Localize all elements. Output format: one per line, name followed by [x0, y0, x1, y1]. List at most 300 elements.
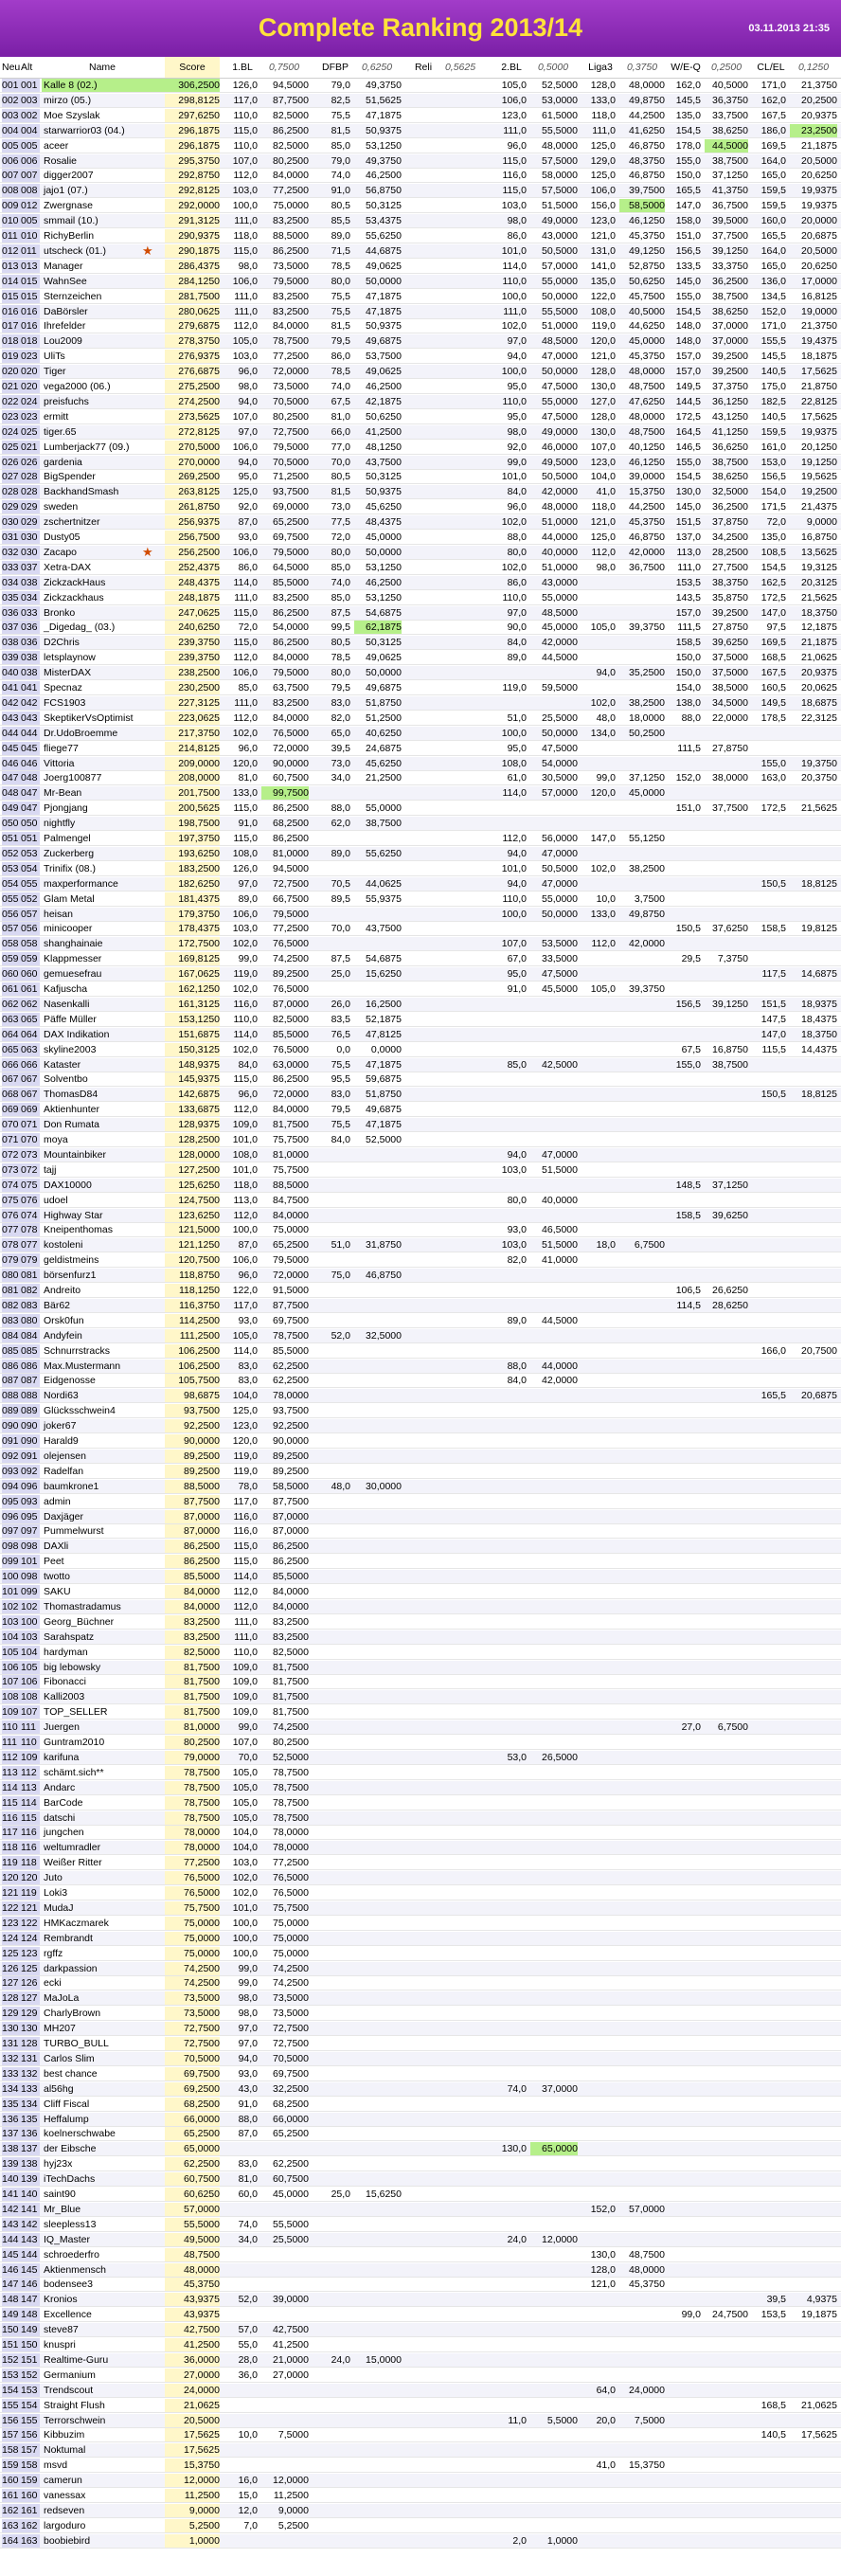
table-row	[0, 2052, 841, 2066]
cell-weqs: 39,1250	[712, 998, 748, 1010]
cell-name: steve87	[44, 2324, 79, 2336]
cell-clel: 178,5	[760, 712, 786, 724]
cell-bl1: 119,0	[233, 968, 258, 981]
cell-weq: 153,5	[675, 576, 701, 588]
cell-bl1s: 72,0000	[273, 1270, 309, 1282]
cell-dfbp: 89,5	[331, 892, 350, 905]
cell-clel	[752, 2248, 786, 2261]
cell-neu: 077	[2, 1223, 21, 1236]
cell-dfbps: 55,6250	[366, 847, 402, 859]
cell-weqs	[705, 1360, 748, 1373]
cell-score: 142,6875	[165, 1088, 220, 1101]
cell-dfbp	[316, 1781, 350, 1794]
cell-name: Germanium	[44, 2369, 96, 2381]
cell-weqs: 36,6250	[712, 441, 748, 453]
cell-name: admin	[44, 1495, 71, 1507]
cell-liga3	[582, 1932, 616, 1945]
cell-weq	[667, 2172, 701, 2186]
cell-clel	[752, 2519, 786, 2532]
cell-bl2s	[530, 2443, 578, 2457]
cell-clel	[752, 1661, 786, 1674]
cell-weqs: 37,0000	[712, 335, 748, 348]
cell-alt: 071	[21, 1118, 40, 1131]
cell-bl1s: 70,5000	[273, 456, 309, 468]
cell-bl1: 122,0	[232, 1285, 258, 1296]
cell-score: 42,7500	[165, 2323, 220, 2336]
cell-alt: 125	[21, 1962, 40, 1975]
cell-score: 263,8125	[165, 485, 220, 498]
cell-dfbp	[316, 2293, 350, 2306]
cell-dfbps	[354, 1404, 402, 1417]
cell-clels	[790, 1103, 837, 1116]
cell-name: MudaJ	[44, 1901, 74, 1914]
cell-dfbps	[354, 1661, 402, 1674]
cell-liga3s: 49,1250	[629, 244, 665, 257]
table-row	[0, 2098, 841, 2112]
cell-clels	[790, 2323, 837, 2336]
cell-weq	[667, 1495, 701, 1508]
cell-liga3s	[619, 2443, 665, 2457]
cell-dfbp: 67,5	[331, 395, 350, 407]
cell-dfbp: 39,5	[331, 742, 350, 754]
cell-dfbps	[354, 2428, 402, 2441]
cell-dfbps	[354, 2489, 402, 2502]
cell-weq	[667, 817, 701, 830]
cell-bl2s: 45,0000	[542, 621, 578, 634]
cell-bl1: 102,0	[232, 938, 258, 950]
table-row	[0, 2248, 841, 2262]
cell-bl2: 95,0	[507, 410, 527, 423]
cell-dfbps: 49,3750	[366, 154, 402, 167]
cell-clel	[752, 908, 786, 921]
cell-dfbps: 48,4375	[366, 516, 402, 529]
cell-bl2	[492, 666, 527, 679]
cell-bl2: 102,0	[501, 320, 527, 333]
cell-liga3s	[619, 2113, 665, 2126]
cell-neu: 125	[2, 1947, 21, 1960]
cell-clels: 19,5625	[801, 471, 837, 483]
cell-liga3	[582, 1148, 616, 1162]
cell-weqs	[705, 2338, 748, 2351]
cell-clels	[790, 2022, 837, 2035]
cell-liga3	[582, 2308, 616, 2321]
cell-weq: 67,5	[681, 1043, 701, 1055]
cell-dfbps: 16,2500	[366, 998, 402, 1010]
cell-bl2: 112,0	[502, 833, 527, 844]
cell-bl2s	[530, 922, 578, 935]
cell-liga3: 105,0	[590, 621, 616, 634]
cell-bl2s	[530, 1675, 578, 1688]
cell-neu: 034	[2, 576, 21, 589]
cell-dfbp: 25,0	[331, 2189, 350, 2200]
cell-clels	[790, 2384, 837, 2397]
table-row	[0, 1253, 841, 1268]
cell-bl2s: 57,5000	[542, 185, 578, 197]
cell-name: hardyman	[44, 1646, 88, 1658]
cell-dfbp	[316, 2428, 350, 2441]
cell-clel	[752, 1796, 786, 1810]
cell-neu: 119	[2, 1856, 21, 1869]
cell-clel: 171,0	[760, 320, 786, 333]
cell-weqs	[705, 1841, 748, 1854]
cell-score: 92,2500	[165, 1419, 220, 1432]
cell-clel	[752, 1404, 786, 1417]
cell-weqs	[705, 1932, 748, 1945]
cell-weqs	[705, 1269, 748, 1282]
cell-bl2: 80,0	[507, 546, 527, 558]
cell-bl1s: 74,2500	[273, 1962, 309, 1974]
cell-weq: 162,0	[675, 80, 701, 91]
cell-weqs	[705, 1796, 748, 1810]
cell-name: kostoleni	[44, 1239, 83, 1252]
cell-name: starwarrior03 (04.)	[44, 124, 125, 136]
cell-liga3	[582, 922, 616, 935]
table-row	[0, 1103, 841, 1117]
cell-bl2s	[530, 1962, 578, 1975]
cell-neu: 111	[2, 1736, 21, 1749]
cell-liga3: 18,0	[596, 1239, 616, 1252]
cell-clel: 158,5	[760, 923, 786, 935]
cell-score: 269,2500	[165, 470, 220, 483]
cell-liga3s: 41,6250	[629, 124, 665, 136]
cell-clels	[790, 2443, 837, 2457]
cell-alt: 041	[21, 681, 40, 694]
cell-name: baumkrone1	[44, 1480, 99, 1492]
cell-liga3s	[619, 1615, 665, 1629]
cell-bl2s	[530, 1013, 578, 1026]
cell-clel	[752, 1524, 786, 1538]
cell-score: 193,6250	[165, 847, 220, 860]
table-row	[0, 2278, 841, 2292]
cell-bl2s: 49,5000	[542, 456, 578, 468]
cell-name: Thomastradamus	[44, 1600, 121, 1612]
cell-dfbp	[316, 1675, 350, 1688]
cell-bl1s	[261, 2399, 309, 2412]
cell-name: Terrorschwein	[44, 2414, 106, 2426]
cell-bl1: 102,0	[232, 1043, 258, 1055]
cell-clel: 115,5	[761, 1043, 786, 1055]
cell-weqs: 37,7500	[712, 230, 748, 242]
cell-dfbps: 54,6875	[366, 953, 402, 965]
cell-liga3	[582, 1299, 616, 1312]
cell-clel	[752, 1646, 786, 1659]
cell-bl2s	[530, 2369, 578, 2382]
cell-score: 172,7500	[165, 937, 220, 950]
cell-liga3	[582, 1871, 616, 1884]
cell-dfbp	[316, 1510, 350, 1523]
cell-liga3: 133,0	[590, 94, 616, 106]
cell-clel	[752, 1751, 786, 1764]
cell-neu: 138	[2, 2142, 21, 2155]
cell-weqs	[705, 2459, 748, 2472]
cell-bl2s: 51,0000	[542, 320, 578, 333]
cell-bl1s: 68,2500	[273, 818, 309, 830]
cell-dfbp: 79,0	[331, 154, 350, 167]
cell-clel	[752, 2188, 786, 2201]
cell-bl1s: 94,5000	[273, 80, 309, 91]
table-row	[0, 1118, 841, 1132]
cell-weq	[667, 2248, 701, 2261]
cell-dfbps	[354, 2233, 402, 2246]
cell-clel	[752, 2233, 786, 2246]
cell-bl2s	[530, 1720, 578, 1734]
cell-liga3s	[619, 1404, 665, 1417]
cell-score: 27,0000	[165, 2369, 220, 2382]
cell-dfbp	[316, 1253, 350, 1267]
cell-weqs: 36,7500	[712, 200, 748, 212]
cell-name: SAKU	[44, 1586, 71, 1597]
table-row	[0, 2323, 841, 2337]
cell-bl1: 87,0	[238, 516, 258, 529]
cell-bl2: 97,0	[507, 335, 527, 348]
table-row	[0, 2218, 841, 2232]
cell-name: moya	[44, 1134, 68, 1145]
cell-bl2s	[530, 2172, 578, 2186]
cell-bl2: 94,0	[507, 1148, 527, 1161]
cell-score: 292,8750	[165, 169, 220, 182]
cell-bl1: 102,0	[232, 1872, 258, 1884]
cell-clels: 18,6875	[801, 696, 837, 709]
ranking-banner	[0, 0, 841, 57]
cell-liga3s	[619, 1465, 665, 1478]
cell-clel: 153,0	[760, 456, 786, 468]
cell-weq: 133,5	[675, 260, 701, 272]
cell-clels: 20,0000	[801, 215, 837, 227]
cell-bl1s: 81,0000	[273, 1148, 309, 1161]
cell-bl1: 34,0	[238, 2233, 258, 2245]
cell-liga3s: 44,2500	[629, 109, 665, 121]
table-row	[0, 2443, 841, 2458]
cell-clels: 21,3750	[801, 320, 837, 333]
cell-clels	[790, 2414, 837, 2427]
cell-bl2	[492, 1329, 527, 1342]
cell-clel	[752, 1238, 786, 1252]
cell-dfbps	[354, 2127, 402, 2140]
cell-bl1s: 76,5000	[273, 1043, 309, 1055]
cell-neu: 097	[2, 1524, 21, 1538]
cell-weq: 151,0	[675, 230, 701, 242]
cell-liga3s	[619, 1133, 665, 1146]
cell-dfbp	[316, 2037, 350, 2050]
cell-weq	[667, 1947, 701, 1960]
cell-bl1: 102,0	[232, 983, 258, 995]
cell-liga3	[582, 1480, 616, 1493]
cell-bl2	[492, 2127, 527, 2140]
cell-clels	[790, 2157, 837, 2171]
cell-weqs	[705, 2007, 748, 2020]
cell-bl1s: 55,5000	[273, 2218, 309, 2230]
cell-bl2s: 47,5000	[542, 968, 578, 981]
table-row	[0, 1133, 841, 1147]
cell-bl1: 106,0	[232, 1254, 258, 1267]
cell-clels	[790, 727, 837, 740]
cell-alt: 072	[21, 1163, 40, 1177]
cell-dfbps	[354, 1223, 402, 1236]
cell-weq: 158,5	[675, 1209, 701, 1221]
cell-neu: 087	[2, 1374, 21, 1387]
cell-weq	[667, 982, 701, 996]
cell-liga3	[582, 1223, 616, 1236]
cell-dfbps	[354, 2278, 402, 2291]
cell-score: 84,0000	[165, 1585, 220, 1598]
cell-dfbp	[316, 2443, 350, 2457]
cell-dfbps: 31,8750	[366, 1239, 402, 1252]
cell-weq: 154,5	[675, 124, 701, 136]
table-row	[0, 982, 841, 997]
cell-liga3	[582, 2534, 616, 2548]
cell-dfbps	[354, 2203, 402, 2216]
cell-name: Kataster	[44, 1058, 81, 1071]
cell-bl1: 106,0	[232, 667, 258, 679]
cell-weqs	[705, 2052, 748, 2065]
cell-bl1s: 66,7500	[273, 892, 309, 905]
cell-clel	[752, 1962, 786, 1975]
cell-weqs	[705, 1781, 748, 1794]
cell-liga3s: 39,7500	[629, 185, 665, 197]
cell-bl1: 99,0	[238, 1962, 258, 1974]
cell-name: skyline2003	[44, 1043, 97, 1055]
cell-bl2	[492, 1932, 527, 1945]
cell-neu: 002	[2, 94, 21, 107]
cell-score: 49,5000	[165, 2233, 220, 2246]
cell-clels: 18,9375	[801, 998, 837, 1010]
cell-alt: 127	[21, 1991, 40, 2005]
cell-dfbp	[316, 1465, 350, 1478]
cell-dfbps	[354, 1781, 402, 1794]
cell-bl2: 103,0	[501, 1163, 527, 1176]
table-row	[0, 1991, 841, 2006]
cell-neu: 098	[2, 1540, 21, 1553]
cell-liga3	[582, 1811, 616, 1825]
cell-liga3s: 48,7500	[629, 425, 665, 438]
cell-weqs	[705, 757, 748, 770]
cell-bl2s	[530, 1524, 578, 1538]
cell-alt: 020	[21, 365, 40, 378]
cell-dfbps	[354, 1253, 402, 1267]
cell-bl1s: 86,2500	[273, 606, 309, 619]
cell-weq: 155,0	[675, 290, 701, 302]
cell-liga3	[582, 757, 616, 770]
cell-bl1s: 73,5000	[273, 381, 309, 392]
cell-bl2: 116,0	[502, 170, 527, 182]
cell-bl1: 119,0	[233, 1465, 258, 1477]
cell-dfbp	[316, 1524, 350, 1538]
cell-liga3s	[619, 606, 665, 620]
cell-dfbps	[354, 1630, 402, 1644]
cell-weq	[667, 1344, 701, 1358]
cell-bl1s: 82,5000	[273, 1646, 309, 1658]
cell-liga3s: 3,7500	[634, 892, 665, 905]
cell-bl1: 126,0	[232, 80, 258, 91]
cell-bl1: 101,0	[232, 1163, 258, 1176]
cell-neu: 129	[2, 2007, 21, 2020]
cell-dfbp: 77,0	[331, 441, 350, 453]
cell-bl1	[224, 2443, 258, 2457]
cell-bl1: 106,0	[232, 441, 258, 453]
cell-clels: 18,8125	[801, 1089, 837, 1101]
cell-clel	[752, 1540, 786, 1553]
cell-bl1: 98,0	[238, 260, 258, 272]
cell-bl2s: 51,0000	[542, 516, 578, 529]
cell-bl1s: 87,7500	[273, 1299, 309, 1311]
table-row	[0, 1690, 841, 1704]
cell-clel	[752, 1947, 786, 1960]
cell-weq: 150,0	[675, 667, 701, 679]
table-row	[0, 1194, 841, 1208]
cell-dfbp	[316, 1555, 350, 1568]
cell-clels	[790, 1600, 837, 1613]
cell-liga3s	[619, 1360, 665, 1373]
table-row	[0, 2353, 841, 2368]
cell-clels	[790, 1540, 837, 1553]
cell-weq	[667, 1404, 701, 1417]
cell-clel: 140,5	[760, 366, 786, 378]
cell-weqs	[705, 2233, 748, 2246]
cell-clel: 135,0	[760, 531, 786, 543]
cell-dfbps	[354, 1705, 402, 1719]
cell-weq	[667, 1510, 701, 1523]
cell-bl1: 89,0	[238, 892, 258, 905]
cell-bl2s: 42,0000	[542, 486, 578, 498]
cell-dfbps	[354, 1646, 402, 1659]
cell-bl1s: 77,2500	[273, 923, 309, 935]
cell-bl1s: 84,0000	[273, 712, 309, 724]
cell-alt: 159	[21, 2474, 40, 2487]
cell-bl2s: 50,5000	[542, 244, 578, 257]
cell-bl1: 12,0	[238, 2504, 258, 2516]
cell-score: 227,3125	[165, 696, 220, 710]
cell-liga3: 104,0	[590, 471, 616, 483]
cell-bl2: 67,0	[507, 953, 527, 965]
cell-bl1s: 72,7500	[273, 2038, 309, 2049]
cell-bl1: 7,0	[243, 2519, 258, 2531]
cell-liga3s: 50,6250	[629, 275, 665, 287]
cell-weqs: 24,7500	[712, 2309, 748, 2321]
cell-neu: 038	[2, 636, 21, 649]
cell-name: Xetra-DAX	[44, 561, 92, 573]
cell-clels	[790, 2218, 837, 2231]
cell-clels	[790, 1555, 837, 1568]
header-clel-weight: 0,1250	[797, 62, 830, 73]
cell-bl1s: 76,5000	[273, 1887, 309, 1899]
cell-clels: 21,3750	[801, 80, 837, 91]
cell-dfbps: 49,0625	[366, 366, 402, 378]
cell-dfbps	[354, 2504, 402, 2517]
cell-weqs	[705, 1238, 748, 1252]
cell-liga3s	[619, 2353, 665, 2367]
cell-name: MaJoLa	[44, 1992, 80, 2005]
cell-clel	[752, 2113, 786, 2126]
cell-dfbps	[354, 908, 402, 921]
cell-bl2	[492, 1284, 527, 1297]
cell-liga3: 111,0	[592, 124, 616, 136]
cell-liga3s	[619, 1570, 665, 1583]
cell-name: Radelfan	[44, 1465, 84, 1477]
cell-dfbp	[316, 2052, 350, 2065]
cell-score: 48,0000	[165, 2263, 220, 2277]
cell-name: DAX Indikation	[44, 1028, 110, 1040]
cell-bl2: 101,0	[501, 244, 527, 257]
cell-dfbps	[354, 1585, 402, 1598]
cell-neu: 014	[2, 275, 21, 288]
cell-dfbp: 70,0	[331, 923, 350, 935]
table-row	[0, 169, 841, 183]
cell-weqs	[705, 2443, 748, 2457]
cell-name: Cliff Fiscal	[44, 2098, 90, 2110]
table-row	[0, 2007, 841, 2021]
cell-dfbp	[316, 1962, 350, 1975]
cell-clel	[752, 2142, 786, 2155]
